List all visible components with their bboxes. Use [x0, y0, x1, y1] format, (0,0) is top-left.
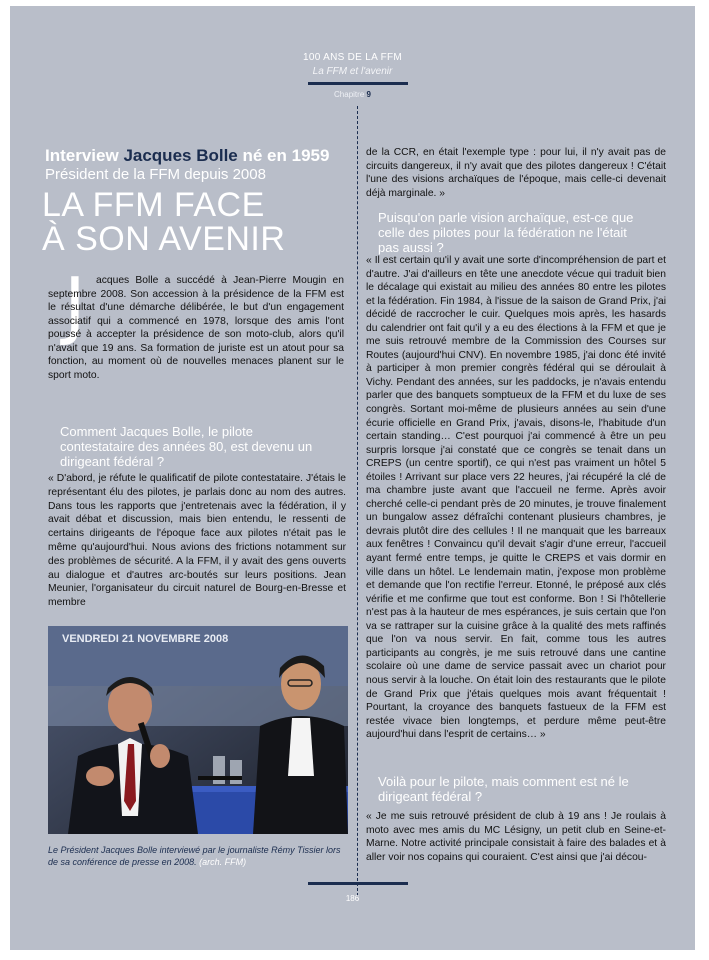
answer-2: « Il est certain qu'il y avait une sorte d'incompréhension de part et d'autre. J'ai d'ailleurs en tête une anecdote vécue qui traduit bien le décalage qui existait au milieu des années 80 entre les pilotes et la fédération. Fin 1984, à l'issue de la saison de Grand Prix, j'ai décidé de raccrocher le cuir. Quelques mois après, les hasards du calendrier ont fait qu'il y a eu des élections à la FFM et que je me suis retrouvé membre de la Commission des Courses sur Routes (aujourd'hui CNV). En novembre 1985, j'ai donc été invité à participer à mon premier congrès fédéral qui se déroulait à Vichy. Pendant des années, sur les paddocks, je n'avais entendu parler que des banquets somptueux de la FFM et du luxe de ses congrès. Sortant moi-même de plusieurs années au sein d'une écurie officielle en Grand Prix, j'avais, disons-le, l'habitude d'un certain standing… C'est pourquoi j'ai commencé à être un peu surpris lorsque j'ai constaté que ce congrès se tenait dans un CREPS (un centre sportif), ce qui n'est pas vraiment un hôtel 5 étoiles ! Arrivant sur place vers 22 heures, j'ai récupéré la clé de ma chambre juste avant que l'accueil ne ferme. Après avoir cherché celle-ci pendant près de 20 minutes, je trouve finalement un bungalow assez défraîchi contenant plusieurs chambres, je devrais plutôt dire des cellules ! Il ne manquait que les barreaux aux fenêtres ! Convaincu qu'il devait s'agir d'une erreur, l'accueil ayant fermé entre temps, je quitte le CREPS et vais dormir en ville dans un hôtel. Le lendemain matin, j'expose mon problème et demande que l'on rectifie l'erreur. Etonné, le préposé aux clés vérifie et me confirme que tout est conforme. Bon ! Si l'hôtellerie n'est pas à la hauteur de mes espérances, je suis certain que l'on va se rattraper sur la cuisine grâce à la qualité des mets raffinés que l'on va nous servir. En fait, comme tous les autres participants au congrès, je me suis retrouvé dans une cantine scolaire où une dame de service passait avec un chariot pour nous servir à la louche. On était loin des restaurants que le pilote de Grand Prix que j'étais quelques mois avant fréquentait ! Pourtant, la croyance des banquets fastueux de la FFM est restée vivace bien longtemps, et perdure même peut-être aujourd'hui dans l'esprit de certains… »	[366, 255, 666, 741]
question-1: Comment Jacques Bolle, le pilote contestataire des années 80, est devenu un dirigeant fédéral ?	[60, 424, 313, 469]
question-2: Puisqu'on parle vision archaïque, est-ce que celle des pilotes pour la fédération ne l'était pas aussi ?	[378, 210, 634, 255]
header-rule	[308, 82, 408, 85]
photo-caption: Le Président Jacques Bolle interviewé par le journaliste Rémy Tissier lors de sa conférence de presse en 2008. (arch. FFM)	[48, 845, 341, 867]
answer-3: « Je me suis retrouvé président de club à 19 ans ! Je roulais à moto avec mes amis du MC Lésigny, un petit club en Seine-et-Marne. Notre activité principale consistait à faire des balades et à aller voir nos copains qui couraient. C'est ainsi que j'ai décou-	[366, 811, 666, 863]
press-conference-photo	[48, 626, 348, 834]
chapter-number: 9	[366, 90, 371, 99]
answer-1: « D'abord, je réfute le qualificatif de pilote contestataire. J'étais le représentant élu des pilotes, je parlais donc au nom des autres. Dans tous les rapports que j'entretenais avec la fédération, il y avait débat et discussion, mais bien entendu, le ressenti de certains dirigeants de l'époque face aux pilotes n'était pas le même qu'aujourd'hui. Nous avions des frictions notamment sur des problèmes de sécurité. A la FFM, il y avait des gens ouverts au dialogue et d'autres arc-boutés sur leurs positions. Jean Meunier, l'organisateur du circuit naturel de Bourg-en-Bresse et membre	[48, 473, 346, 609]
question-3: Voilà pour le pilote, mais comment est né le dirigeant fédéral ?	[378, 774, 629, 804]
column-divider	[357, 106, 358, 896]
intro-paragraph: acques Bolle a succédé à Jean-Pierre Mougin en septembre 2008. Son accession à la présidence de la FFM est le résultat d'une démarche délibérée, le but d'un engagement associatif qui a commencé en 1978, lorsque des amis l'ont poussé à accepter la présidence de son moto-club, alors qu'il n'avait que 19 ans. Sa formation de juriste est un atout pour sa fonction, au moment où de nouvelles menaces planent sur le sport moto.	[48, 275, 344, 381]
photo-credit: (arch. FFM)	[199, 857, 247, 867]
page-number: 186	[345, 894, 360, 903]
interview-title: Interview Jacques Bolle né en 1959	[45, 146, 330, 165]
drop-cap: J	[64, 262, 86, 348]
answer-1-continued: de la CCR, en était l'exemple type : pour lui, il n'y avait pas de circuits dangereux, il n'y avait que des pilotes dangereux ! C'était l'une des visions archaïques de l'époque, mais celle-ci devenait déjà marginale. »	[366, 147, 666, 199]
interview-subtitle: Président de la FFM depuis 2008	[45, 166, 266, 183]
running-header-subtitle: La FFM et l'avenir	[312, 66, 393, 77]
magazine-page	[10, 6, 695, 950]
running-header-title: 100 ANS DE LA FFM	[302, 52, 403, 63]
chapter-label: Chapitre 9	[334, 90, 371, 99]
interviewee-name: Jacques Bolle	[123, 146, 238, 165]
photo-illustration	[48, 626, 348, 834]
footer-rule	[308, 882, 408, 885]
headline: LA FFM FACE À SON AVENIR	[42, 186, 286, 258]
photo-banner: VENDREDI 21 NOVEMBRE 2008	[62, 633, 229, 645]
